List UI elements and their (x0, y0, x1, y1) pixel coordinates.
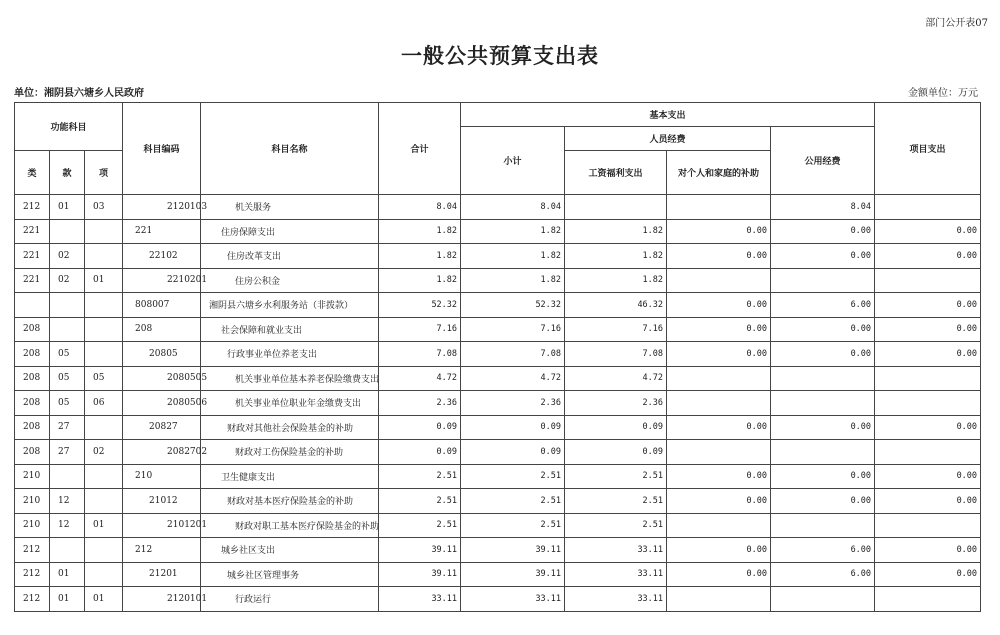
cell-subsidy (667, 587, 771, 612)
cell-lei: 210 (15, 513, 50, 538)
cell-subsidy (667, 268, 771, 293)
cell-kuan: 27 (50, 440, 85, 465)
cell-name: 财政对其他社会保险基金的补助 (201, 415, 379, 440)
cell-lei: 212 (15, 195, 50, 220)
cell-wage: 2.36 (565, 391, 667, 416)
cell-kuan: 02 (50, 268, 85, 293)
cell-public: 0.00 (771, 342, 875, 367)
cell-subtotal: 7.16 (461, 317, 565, 342)
cell-public: 8.04 (771, 195, 875, 220)
cell-xiang: 03 (85, 195, 123, 220)
cell-wage: 33.11 (565, 587, 667, 612)
cell-project (875, 268, 981, 293)
cell-wage: 2.51 (565, 464, 667, 489)
cell-subtotal: 33.11 (461, 587, 565, 612)
budget-table (14, 102, 981, 612)
cell-kuan: 12 (50, 513, 85, 538)
cell-subsidy: 0.00 (667, 489, 771, 514)
cell-name: 卫生健康支出 (201, 464, 379, 489)
table-row (15, 538, 981, 563)
cell-xiang: 01 (85, 513, 123, 538)
cell-name: 社会保障和就业支出 (201, 317, 379, 342)
cell-name: 行政运行 (201, 587, 379, 612)
cell-kuan: 01 (50, 587, 85, 612)
table-row (15, 489, 981, 514)
cell-xiang: 02 (85, 440, 123, 465)
cell-project (875, 195, 981, 220)
cell-lei: 212 (15, 587, 50, 612)
cell-xiang (85, 317, 123, 342)
cell-total: 1.82 (379, 268, 461, 293)
cell-name: 行政事业单位养老支出 (201, 342, 379, 367)
cell-subtotal: 2.36 (461, 391, 565, 416)
table-row (15, 342, 981, 367)
cell-kuan: 05 (50, 342, 85, 367)
cell-subtotal: 4.72 (461, 366, 565, 391)
header-total: 合计 (379, 103, 461, 195)
table-row (15, 317, 981, 342)
cell-subtotal: 7.08 (461, 342, 565, 367)
cell-lei: 221 (15, 244, 50, 269)
cell-project: 0.00 (875, 317, 981, 342)
cell-subsidy: 0.00 (667, 538, 771, 563)
cell-public (771, 268, 875, 293)
cell-code: 22102 (123, 244, 201, 269)
cell-kuan (50, 219, 85, 244)
cell-xiang (85, 342, 123, 367)
cell-subtotal: 1.82 (461, 244, 565, 269)
cell-kuan: 05 (50, 391, 85, 416)
cell-kuan: 05 (50, 366, 85, 391)
cell-wage: 2.51 (565, 489, 667, 514)
header-subsidy: 对个人和家庭的补助 (667, 151, 771, 195)
cell-public (771, 366, 875, 391)
cell-subsidy (667, 391, 771, 416)
cell-wage: 2.51 (565, 513, 667, 538)
header-public: 公用经费 (771, 127, 875, 195)
cell-code: 2080505 (123, 366, 201, 391)
amount-unit-label: 金额单位：万元 (908, 88, 978, 99)
header-func-subject: 功能科目 (15, 103, 123, 151)
cell-name: 财政对职工基本医疗保险基金的补助 (201, 513, 379, 538)
cell-xiang: 06 (85, 391, 123, 416)
cell-subtotal: 8.04 (461, 195, 565, 220)
cell-project (875, 587, 981, 612)
header-subtotal: 小计 (461, 127, 565, 195)
cell-kuan (50, 317, 85, 342)
cell-wage: 0.09 (565, 415, 667, 440)
cell-total: 8.04 (379, 195, 461, 220)
cell-total: 1.82 (379, 244, 461, 269)
cell-lei: 208 (15, 317, 50, 342)
cell-xiang (85, 464, 123, 489)
cell-lei: 212 (15, 538, 50, 563)
cell-code: 2210201 (123, 268, 201, 293)
cell-subsidy: 0.00 (667, 464, 771, 489)
cell-project: 0.00 (875, 562, 981, 587)
cell-lei (15, 293, 50, 318)
cell-kuan (50, 464, 85, 489)
cell-wage: 1.82 (565, 244, 667, 269)
cell-code: 2101201 (123, 513, 201, 538)
cell-wage: 0.09 (565, 440, 667, 465)
cell-lei: 208 (15, 415, 50, 440)
cell-kuan: 12 (50, 489, 85, 514)
cell-subsidy (667, 366, 771, 391)
cell-wage: 46.32 (565, 293, 667, 318)
cell-project: 0.00 (875, 489, 981, 514)
cell-total: 7.16 (379, 317, 461, 342)
cell-public (771, 440, 875, 465)
cell-subsidy: 0.00 (667, 317, 771, 342)
cell-subtotal: 52.32 (461, 293, 565, 318)
cell-total: 4.72 (379, 366, 461, 391)
cell-subtotal: 1.82 (461, 268, 565, 293)
cell-public: 6.00 (771, 293, 875, 318)
cell-wage (565, 195, 667, 220)
cell-subsidy (667, 513, 771, 538)
cell-wage: 7.08 (565, 342, 667, 367)
cell-wage: 33.11 (565, 538, 667, 563)
table-row (15, 513, 981, 538)
header-personnel: 人员经费 (565, 127, 771, 151)
table-row (15, 587, 981, 612)
cell-public (771, 513, 875, 538)
cell-project: 0.00 (875, 342, 981, 367)
cell-code: 2120101 (123, 587, 201, 612)
cell-name: 财政对工伤保险基金的补助 (201, 440, 379, 465)
cell-public: 0.00 (771, 489, 875, 514)
cell-subsidy (667, 440, 771, 465)
cell-wage: 33.11 (565, 562, 667, 587)
cell-project: 0.00 (875, 538, 981, 563)
cell-lei: 212 (15, 562, 50, 587)
cell-subtotal: 39.11 (461, 538, 565, 563)
cell-xiang: 01 (85, 587, 123, 612)
cell-public (771, 391, 875, 416)
cell-public: 0.00 (771, 219, 875, 244)
cell-code: 2082702 (123, 440, 201, 465)
cell-kuan: 02 (50, 244, 85, 269)
cell-total: 0.09 (379, 440, 461, 465)
cell-kuan: 01 (50, 195, 85, 220)
cell-project: 0.00 (875, 464, 981, 489)
cell-public: 6.00 (771, 538, 875, 563)
cell-name: 湘阴县六塘乡水利服务站（非拨款） (201, 293, 379, 318)
cell-public: 0.00 (771, 415, 875, 440)
cell-xiang (85, 293, 123, 318)
cell-subtotal: 39.11 (461, 562, 565, 587)
cell-subsidy: 0.00 (667, 415, 771, 440)
cell-kuan (50, 293, 85, 318)
table-row (15, 244, 981, 269)
cell-total: 2.51 (379, 513, 461, 538)
cell-code: 210 (123, 464, 201, 489)
table-row (15, 391, 981, 416)
table-row (15, 440, 981, 465)
header-project: 项目支出 (875, 103, 981, 195)
cell-subtotal: 1.82 (461, 219, 565, 244)
cell-subtotal: 2.51 (461, 464, 565, 489)
cell-project (875, 366, 981, 391)
cell-code: 808007 (123, 293, 201, 318)
cell-subsidy (667, 195, 771, 220)
cell-public: 6.00 (771, 562, 875, 587)
cell-total: 2.51 (379, 464, 461, 489)
cell-code: 2080506 (123, 391, 201, 416)
cell-subsidy: 0.00 (667, 342, 771, 367)
cell-total: 7.08 (379, 342, 461, 367)
header-lei: 类 (15, 151, 50, 195)
cell-code: 2120103 (123, 195, 201, 220)
cell-xiang: 05 (85, 366, 123, 391)
cell-total: 2.51 (379, 489, 461, 514)
cell-code: 208 (123, 317, 201, 342)
cell-subsidy: 0.00 (667, 293, 771, 318)
cell-project (875, 440, 981, 465)
header-code: 科目编码 (123, 103, 201, 195)
cell-xiang (85, 219, 123, 244)
cell-kuan: 01 (50, 562, 85, 587)
cell-lei: 208 (15, 342, 50, 367)
cell-wage: 4.72 (565, 366, 667, 391)
cell-xiang (85, 415, 123, 440)
cell-subsidy: 0.00 (667, 562, 771, 587)
table-row (15, 195, 981, 220)
table-row (15, 366, 981, 391)
table-body (15, 195, 981, 612)
header-name: 科目名称 (201, 103, 379, 195)
cell-total: 39.11 (379, 562, 461, 587)
table-row (15, 219, 981, 244)
cell-xiang (85, 244, 123, 269)
cell-project: 0.00 (875, 244, 981, 269)
cell-name: 财政对基本医疗保险基金的补助 (201, 489, 379, 514)
cell-wage: 1.82 (565, 268, 667, 293)
cell-subtotal: 0.09 (461, 415, 565, 440)
cell-public (771, 587, 875, 612)
cell-name: 住房公积金 (201, 268, 379, 293)
cell-code: 20827 (123, 415, 201, 440)
cell-name: 住房保障支出 (201, 219, 379, 244)
header-kuan: 款 (50, 151, 85, 195)
table-tag: 部门公开表07 (925, 18, 988, 29)
cell-total: 0.09 (379, 415, 461, 440)
page-title: 一般公共预算支出表 (401, 43, 599, 68)
cell-public: 0.00 (771, 464, 875, 489)
cell-project: 0.00 (875, 415, 981, 440)
cell-total: 52.32 (379, 293, 461, 318)
cell-lei: 208 (15, 391, 50, 416)
header-basic: 基本支出 (461, 103, 875, 127)
cell-total: 39.11 (379, 538, 461, 563)
cell-public: 0.00 (771, 317, 875, 342)
cell-lei: 210 (15, 489, 50, 514)
cell-xiang: 01 (85, 268, 123, 293)
cell-subtotal: 0.09 (461, 440, 565, 465)
cell-xiang (85, 538, 123, 563)
cell-public: 0.00 (771, 244, 875, 269)
cell-lei: 210 (15, 464, 50, 489)
cell-name: 机关事业单位职业年金缴费支出 (201, 391, 379, 416)
cell-xiang (85, 489, 123, 514)
table-row (15, 268, 981, 293)
cell-kuan: 27 (50, 415, 85, 440)
cell-name: 机关事业单位基本养老保险缴费支出 (201, 366, 379, 391)
cell-name: 机关服务 (201, 195, 379, 220)
cell-lei: 221 (15, 268, 50, 293)
table-row (15, 464, 981, 489)
cell-total: 33.11 (379, 587, 461, 612)
cell-code: 21012 (123, 489, 201, 514)
header-xiang: 项 (85, 151, 123, 195)
cell-lei: 208 (15, 440, 50, 465)
table-row (15, 562, 981, 587)
cell-code: 212 (123, 538, 201, 563)
cell-name: 住房改革支出 (201, 244, 379, 269)
cell-code: 20805 (123, 342, 201, 367)
cell-xiang (85, 562, 123, 587)
cell-name: 城乡社区管理事务 (201, 562, 379, 587)
table-row (15, 415, 981, 440)
table-row (15, 293, 981, 318)
unit-label: 单位：湘阴县六塘乡人民政府 (14, 88, 144, 99)
cell-lei: 221 (15, 219, 50, 244)
cell-subtotal: 2.51 (461, 513, 565, 538)
cell-total: 1.82 (379, 219, 461, 244)
cell-subsidy: 0.00 (667, 219, 771, 244)
cell-code: 221 (123, 219, 201, 244)
cell-project: 0.00 (875, 219, 981, 244)
cell-name: 城乡社区支出 (201, 538, 379, 563)
cell-project (875, 391, 981, 416)
cell-code: 21201 (123, 562, 201, 587)
cell-kuan (50, 538, 85, 563)
cell-project (875, 513, 981, 538)
cell-total: 2.36 (379, 391, 461, 416)
cell-subtotal: 2.51 (461, 489, 565, 514)
cell-lei: 208 (15, 366, 50, 391)
cell-wage: 7.16 (565, 317, 667, 342)
header-wage: 工资福利支出 (565, 151, 667, 195)
cell-subsidy: 0.00 (667, 244, 771, 269)
cell-wage: 1.82 (565, 219, 667, 244)
cell-project: 0.00 (875, 293, 981, 318)
